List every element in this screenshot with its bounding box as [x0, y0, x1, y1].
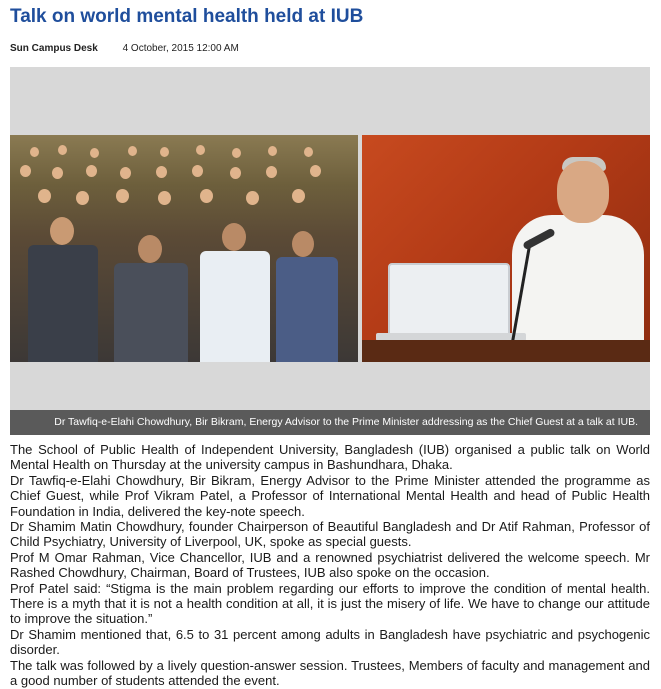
article-title: Talk on world mental health held at IUB — [10, 6, 364, 27]
article-paragraph: Dr Shamim Matin Chowdhury, founder Chairperson of Beautiful Bangladesh and Dr Atif Rahman, Professor of Child Psychiatry, University of Liverpool, UK, spoke as special guests. — [10, 519, 650, 550]
speaker-photo — [362, 135, 650, 362]
article-paragraph: The talk was followed by a lively question-answer session. Trustees, Members of faculty and management and a good number of students attended the event. — [10, 657, 650, 689]
author-byline[interactable]: Sun Campus Desk — [10, 43, 98, 54]
article-paragraph: Dr Tawfiq-e-Elahi Chowdhury, Bir Bikram, Energy Advisor to the Prime Minister attended the programme as Chief Guest, while Prof Vikram Patel, a Professor of International Mental Health and head of Public Health Foundation in India, delivered the key-note speech. — [10, 472, 650, 519]
article-paragraph: Prof Patel said: “Stigma is the main problem regarding our efforts to improve the condition of mental health. There is a myth that it is not a health condition at all, it is just the misery of life. We have to change our attitude to improve the situation.” — [10, 580, 650, 627]
audience-photo — [10, 135, 358, 362]
article-body — [10, 442, 650, 689]
laptop-icon — [388, 263, 510, 339]
article-paragraph: Dr Shamim mentioned that, 6.5 to 31 percent among adults in Bangladesh have psychiatric and psychogenic disorder. — [10, 626, 650, 658]
article-paragraph: The School of Public Health of Independent University, Bangladesh (IUB) organised a public talk on World Mental Health on Thursday at the university campus in Bashundhara, Dhaka. — [10, 442, 650, 473]
article-meta — [10, 43, 239, 54]
article-paragraph: Prof M Omar Rahman, Vice Chancellor, IUB and a renowned psychiatrist delivered the welcome speech. Mr Rashed Chowdhury, Chairman, Board of Trustees, IUB also spoke on the occasion. — [10, 549, 650, 581]
photo-caption: Dr Tawfiq-e-Elahi Chowdhury, Bir Bikram, Energy Advisor to the Prime Minister addressing as the Chief Guest at a talk at IUB. — [10, 410, 650, 435]
publish-date: 4 October, 2015 12:00 AM — [122, 43, 239, 54]
article-photo — [10, 67, 650, 435]
